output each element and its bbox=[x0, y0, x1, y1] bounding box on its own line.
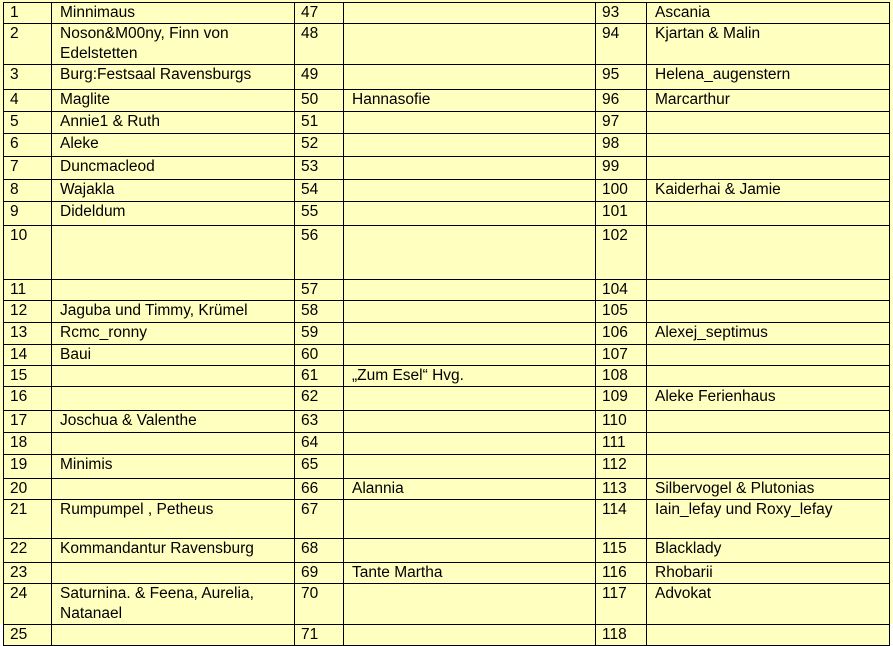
table-row bbox=[4, 24, 890, 65]
number-cell-col3: 101 bbox=[596, 202, 647, 226]
number-cell-col1: 21 bbox=[4, 500, 52, 539]
number-cell-col1: 18 bbox=[4, 433, 52, 455]
number-cell-col2: 49 bbox=[295, 65, 344, 90]
number-cell-col3: 115 bbox=[596, 539, 647, 563]
number-cell-col2: 67 bbox=[295, 500, 344, 539]
name-cell-col1 bbox=[52, 280, 295, 301]
name-cell-col2 bbox=[344, 280, 596, 301]
number-cell-col3: 97 bbox=[596, 112, 647, 134]
name-cell-col1 bbox=[52, 479, 295, 500]
name-cell-col2 bbox=[344, 202, 596, 226]
table-row bbox=[4, 500, 890, 539]
roster-table bbox=[3, 2, 890, 646]
name-cell-col2 bbox=[344, 180, 596, 202]
number-cell-col2: 54 bbox=[295, 180, 344, 202]
table-row bbox=[4, 134, 890, 157]
number-cell-col1: 11 bbox=[4, 280, 52, 301]
number-cell-col2: 59 bbox=[295, 323, 344, 345]
name-cell-col1: Wajakla bbox=[52, 180, 295, 202]
table-row bbox=[4, 563, 890, 584]
name-cell-col2 bbox=[344, 157, 596, 180]
number-cell-col3: 107 bbox=[596, 345, 647, 366]
name-cell-col2 bbox=[344, 433, 596, 455]
number-cell-col1: 20 bbox=[4, 479, 52, 500]
table-row bbox=[4, 411, 890, 433]
number-cell-col1: 7 bbox=[4, 157, 52, 180]
name-cell-col3 bbox=[647, 625, 890, 646]
name-cell-col3: Marcarthur bbox=[647, 90, 890, 112]
number-cell-col2: 53 bbox=[295, 157, 344, 180]
number-cell-col2: 71 bbox=[295, 625, 344, 646]
number-cell-col2: 48 bbox=[295, 24, 344, 65]
table-row bbox=[4, 3, 890, 24]
number-cell-col2: 56 bbox=[295, 226, 344, 280]
name-cell-col3 bbox=[647, 411, 890, 433]
name-cell-col2: „Zum Esel“ Hvg. bbox=[344, 366, 596, 387]
number-cell-col2: 69 bbox=[295, 563, 344, 584]
number-cell-col1: 2 bbox=[4, 24, 52, 65]
number-cell-col1: 14 bbox=[4, 345, 52, 366]
name-cell-col1: Maglite bbox=[52, 90, 295, 112]
number-cell-col2: 52 bbox=[295, 134, 344, 157]
number-cell-col1: 4 bbox=[4, 90, 52, 112]
name-cell-col3 bbox=[647, 366, 890, 387]
name-cell-col3 bbox=[647, 157, 890, 180]
name-cell-col2 bbox=[344, 134, 596, 157]
name-cell-col2 bbox=[344, 411, 596, 433]
name-cell-col1 bbox=[52, 226, 295, 280]
name-cell-col3: Blacklady bbox=[647, 539, 890, 563]
number-cell-col1: 23 bbox=[4, 563, 52, 584]
name-cell-col1 bbox=[52, 563, 295, 584]
number-cell-col1: 13 bbox=[4, 323, 52, 345]
number-cell-col1: 16 bbox=[4, 387, 52, 411]
name-cell-col1: Rumpumpel , Petheus bbox=[52, 500, 295, 539]
number-cell-col1: 6 bbox=[4, 134, 52, 157]
number-cell-col3: 105 bbox=[596, 301, 647, 323]
table-row bbox=[4, 387, 890, 411]
name-cell-col2: Tante Martha bbox=[344, 563, 596, 584]
name-cell-col3 bbox=[647, 345, 890, 366]
number-cell-col3: 113 bbox=[596, 479, 647, 500]
table-row bbox=[4, 157, 890, 180]
table-row bbox=[4, 112, 890, 134]
number-cell-col2: 64 bbox=[295, 433, 344, 455]
name-cell-col1: Joschua & Valenthe bbox=[52, 411, 295, 433]
table-row bbox=[4, 366, 890, 387]
name-cell-col3 bbox=[647, 226, 890, 280]
number-cell-col3: 99 bbox=[596, 157, 647, 180]
name-cell-col3 bbox=[647, 280, 890, 301]
number-cell-col1: 3 bbox=[4, 65, 52, 90]
name-cell-col2 bbox=[344, 65, 596, 90]
number-cell-col2: 57 bbox=[295, 280, 344, 301]
name-cell-col3: Silbervogel & Plutonias bbox=[647, 479, 890, 500]
number-cell-col1: 15 bbox=[4, 366, 52, 387]
name-cell-col2 bbox=[344, 455, 596, 479]
table-row bbox=[4, 323, 890, 345]
table-row bbox=[4, 479, 890, 500]
roster-body bbox=[4, 3, 890, 646]
table-row bbox=[4, 65, 890, 90]
name-cell-col3 bbox=[647, 433, 890, 455]
name-cell-col3: Kaiderhai & Jamie bbox=[647, 180, 890, 202]
name-cell-col2 bbox=[344, 301, 596, 323]
number-cell-col1: 12 bbox=[4, 301, 52, 323]
table-row bbox=[4, 90, 890, 112]
number-cell-col3: 100 bbox=[596, 180, 647, 202]
name-cell-col1: Duncmacleod bbox=[52, 157, 295, 180]
name-cell-col1: Annie1 & Ruth bbox=[52, 112, 295, 134]
name-cell-col3: Alexej_septimus bbox=[647, 323, 890, 345]
name-cell-col1: Jaguba und Timmy, Krümel bbox=[52, 301, 295, 323]
number-cell-col1: 25 bbox=[4, 625, 52, 646]
number-cell-col3: 117 bbox=[596, 584, 647, 625]
number-cell-col3: 104 bbox=[596, 280, 647, 301]
name-cell-col1: Dideldum bbox=[52, 202, 295, 226]
table-row bbox=[4, 539, 890, 563]
table-row bbox=[4, 180, 890, 202]
name-cell-col2 bbox=[344, 345, 596, 366]
name-cell-col1: Aleke bbox=[52, 134, 295, 157]
number-cell-col2: 65 bbox=[295, 455, 344, 479]
name-cell-col2 bbox=[344, 500, 596, 539]
name-cell-col3: Rhobarii bbox=[647, 563, 890, 584]
name-cell-col1: Minnimaus bbox=[52, 3, 295, 24]
number-cell-col2: 50 bbox=[295, 90, 344, 112]
number-cell-col2: 51 bbox=[295, 112, 344, 134]
name-cell-col3: Kjartan & Malin bbox=[647, 24, 890, 65]
name-cell-col3 bbox=[647, 301, 890, 323]
number-cell-col2: 68 bbox=[295, 539, 344, 563]
number-cell-col3: 94 bbox=[596, 24, 647, 65]
table-row bbox=[4, 345, 890, 366]
table-row bbox=[4, 226, 890, 280]
number-cell-col1: 19 bbox=[4, 455, 52, 479]
number-cell-col2: 47 bbox=[295, 3, 344, 24]
number-cell-col1: 24 bbox=[4, 584, 52, 625]
number-cell-col3: 98 bbox=[596, 134, 647, 157]
number-cell-col1: 8 bbox=[4, 180, 52, 202]
name-cell-col1: Baui bbox=[52, 345, 295, 366]
table-row bbox=[4, 625, 890, 646]
name-cell-col2: Alannia bbox=[344, 479, 596, 500]
number-cell-col1: 1 bbox=[4, 3, 52, 24]
number-cell-col2: 55 bbox=[295, 202, 344, 226]
number-cell-col3: 109 bbox=[596, 387, 647, 411]
number-cell-col3: 102 bbox=[596, 226, 647, 280]
table-row bbox=[4, 301, 890, 323]
name-cell-col3: Ascania bbox=[647, 3, 890, 24]
name-cell-col1: Rcmc_ronny bbox=[52, 323, 295, 345]
name-cell-col2 bbox=[344, 625, 596, 646]
number-cell-col2: 70 bbox=[295, 584, 344, 625]
number-cell-col2: 62 bbox=[295, 387, 344, 411]
number-cell-col3: 111 bbox=[596, 433, 647, 455]
name-cell-col1: Burg:Festsaal Ravensburgs bbox=[52, 65, 295, 90]
number-cell-col3: 110 bbox=[596, 411, 647, 433]
number-cell-col2: 61 bbox=[295, 366, 344, 387]
number-cell-col2: 66 bbox=[295, 479, 344, 500]
name-cell-col3 bbox=[647, 134, 890, 157]
name-cell-col1 bbox=[52, 387, 295, 411]
name-cell-col2 bbox=[344, 323, 596, 345]
name-cell-col1: Noson&M00ny, Finn von Edelstetten bbox=[52, 24, 295, 65]
name-cell-col3 bbox=[647, 202, 890, 226]
number-cell-col1: 10 bbox=[4, 226, 52, 280]
table-row bbox=[4, 433, 890, 455]
number-cell-col1: 22 bbox=[4, 539, 52, 563]
number-cell-col3: 96 bbox=[596, 90, 647, 112]
name-cell-col1 bbox=[52, 366, 295, 387]
name-cell-col2 bbox=[344, 539, 596, 563]
name-cell-col2 bbox=[344, 226, 596, 280]
number-cell-col3: 108 bbox=[596, 366, 647, 387]
number-cell-col1: 9 bbox=[4, 202, 52, 226]
number-cell-col3: 112 bbox=[596, 455, 647, 479]
number-cell-col3: 114 bbox=[596, 500, 647, 539]
name-cell-col2 bbox=[344, 584, 596, 625]
name-cell-col1: Kommandantur Ravensburg bbox=[52, 539, 295, 563]
table-row bbox=[4, 584, 890, 625]
name-cell-col3: Iain_lefay und Roxy_lefay bbox=[647, 500, 890, 539]
table-row bbox=[4, 280, 890, 301]
number-cell-col2: 63 bbox=[295, 411, 344, 433]
name-cell-col2 bbox=[344, 112, 596, 134]
name-cell-col1 bbox=[52, 625, 295, 646]
number-cell-col3: 118 bbox=[596, 625, 647, 646]
number-cell-col3: 93 bbox=[596, 3, 647, 24]
table-row bbox=[4, 202, 890, 226]
name-cell-col1: Saturnina. & Feena, Aurelia, Natanael bbox=[52, 584, 295, 625]
number-cell-col3: 116 bbox=[596, 563, 647, 584]
name-cell-col3 bbox=[647, 455, 890, 479]
table-row bbox=[4, 455, 890, 479]
number-cell-col1: 17 bbox=[4, 411, 52, 433]
number-cell-col3: 106 bbox=[596, 323, 647, 345]
name-cell-col2 bbox=[344, 387, 596, 411]
name-cell-col1: Minimis bbox=[52, 455, 295, 479]
name-cell-col2: Hannasofie bbox=[344, 90, 596, 112]
name-cell-col1 bbox=[52, 433, 295, 455]
name-cell-col3: Aleke Ferienhaus bbox=[647, 387, 890, 411]
number-cell-col3: 95 bbox=[596, 65, 647, 90]
name-cell-col2 bbox=[344, 3, 596, 24]
name-cell-col3: Helena_augenstern bbox=[647, 65, 890, 90]
name-cell-col3: Advokat bbox=[647, 584, 890, 625]
name-cell-col2 bbox=[344, 24, 596, 65]
number-cell-col2: 60 bbox=[295, 345, 344, 366]
name-cell-col3 bbox=[647, 112, 890, 134]
number-cell-col2: 58 bbox=[295, 301, 344, 323]
number-cell-col1: 5 bbox=[4, 112, 52, 134]
